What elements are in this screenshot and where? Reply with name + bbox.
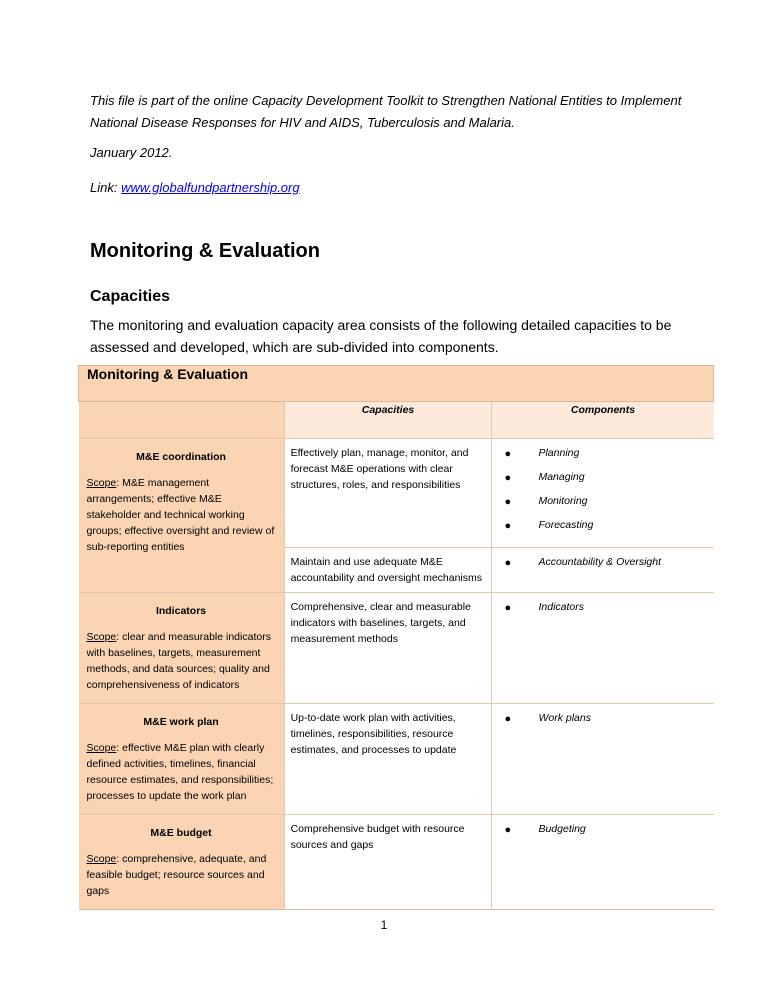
capacity-description-text: Up-to-date work plan with activities, timelines, responsibilities, resource estimates, and processes to update [290,712,457,756]
header-empty-cell [79,402,285,439]
scope-text: : M&E management arrangements; effective M&E stakeholder and technical working groups; effective oversight and review of sub-reporting entities [86,477,275,553]
capacity-description [284,815,492,910]
link-label: Link: [90,180,118,195]
components-cell [492,548,714,593]
capacity-name: M&E budget [150,827,212,839]
capacity-name: Indicators [155,605,207,617]
component-item [502,821,707,845]
capacity-description [284,704,492,815]
component-label: Accountability & Oversight [538,556,662,568]
capacity-scope [79,623,284,703]
capacity-scope [79,845,284,909]
header-capacities: Capacities [284,402,492,439]
table-row-label [79,593,285,704]
capacity-description [284,439,492,548]
component-item [502,599,707,623]
capacity-table [78,365,714,910]
component-label: Work plans [538,712,591,724]
component-label: Budgeting [538,823,586,835]
section-body-text: The monitoring and evaluation capacity area consists of the following detailed capacities to be assessed and developed, which are sub-divided into components. [90,317,672,355]
component-label: Managing [538,471,585,483]
capacity-description-text: Maintain and use adequate M&E accountability and oversight mechanisms [290,556,483,584]
header-components: Components [492,402,714,439]
components-cell [492,439,714,548]
section-subheading: Capacities [90,288,171,305]
table-row-label [79,704,285,815]
component-item [502,445,707,469]
component-label: Indicators [538,601,584,613]
bullet-icon: ● [504,602,512,614]
bullet-icon: ● [504,496,512,508]
bullet-icon: ● [504,557,512,569]
capacity-description [284,593,492,704]
bullet-icon: ● [504,448,512,460]
components-cell [492,704,714,815]
scope-text: : comprehensive, adequate, and feasible budget; resource sources and gaps [86,853,267,897]
scope-label: Scope [86,631,117,643]
components-cell [492,593,714,704]
component-item [502,517,707,541]
component-label: Planning [538,447,580,459]
table-row-label [79,439,285,593]
capacity-description [284,548,492,593]
globalfund-link[interactable]: www.globalfundpartnership.org [121,180,300,195]
capacity-name: M&E work plan [143,716,219,728]
component-label: Monitoring [538,495,588,507]
component-item [502,710,707,734]
component-item [502,554,707,578]
bullet-icon: ● [504,520,512,532]
intro-text: This file is part of the online Capacity Development Toolkit to Strengthen National Entities to Implement National Disease Responses for HIV and AIDS, Tuberculosis and Malaria. [90,93,682,130]
scope-label: Scope [86,853,117,865]
components-cell [492,815,714,910]
capacity-description-text: Effectively plan, manage, monitor, and forecast M&E operations with clear structures, roles, and responsibilities [290,447,469,491]
scope-text: : effective M&E plan with clearly defined activities, timelines, financial resource estimates, and responsibilities; processes to update the work plan [86,742,274,802]
capacity-name: M&E coordination [136,451,226,463]
component-item [502,493,707,517]
bullet-icon: ● [504,472,512,484]
capacity-scope [79,734,284,814]
capacity-description-text: Comprehensive budget with resource sources and gaps [290,823,465,851]
scope-label: Scope [86,477,117,489]
table-title: Monitoring & Evaluation [79,366,714,402]
component-item [502,469,707,493]
capacity-description-text: Comprehensive, clear and measurable indicators with baselines, targets, and measurement methods [290,601,471,645]
component-label: Forecasting [538,519,594,531]
page-number: 1 [380,918,388,932]
scope-label: Scope [86,742,117,754]
scope-text: : clear and measurable indicators with baselines, targets, measurement methods, and data sources; quality and comprehensiveness of indicators [86,631,271,691]
intro-link-line [90,177,690,199]
table-row-label [79,815,285,910]
bullet-icon: ● [504,824,512,836]
intro-date: January 2012. [90,145,173,160]
section-heading: Monitoring & Evaluation [90,240,320,262]
bullet-icon: ● [504,713,512,725]
capacity-scope [79,469,284,565]
